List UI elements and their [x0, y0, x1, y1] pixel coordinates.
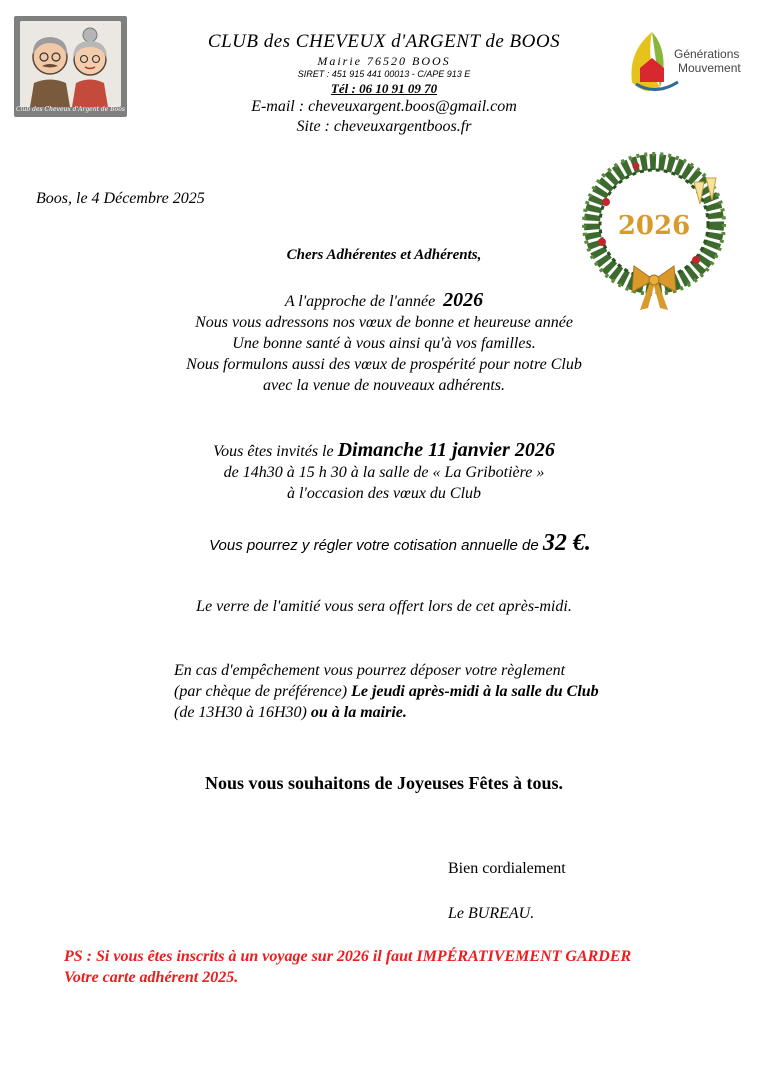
christmas-wreath-icon [576, 142, 736, 314]
empechement-paragraph [174, 660, 694, 723]
cotisation-text: Vous pourrez y régler votre cotisation annuelle de [209, 537, 539, 554]
cotisation-line [100, 530, 700, 557]
ps-line-2: Votre carte adhérent 2025. [64, 969, 239, 986]
club-address: Mairie 76520 BOOS [317, 54, 451, 68]
elderly-couple-icon [20, 21, 121, 107]
club-logo [14, 16, 127, 117]
invite-line-2: de 14h30 à 15 h 30 à la salle de « La Gribotière » [223, 464, 545, 481]
wishes-paragraph [130, 290, 638, 396]
invite-intro: Vous êtes invités le [213, 443, 334, 460]
club-email: E-mail : cheveuxargent.boos@gmail.com [251, 98, 517, 115]
closing: Bien cordialement [448, 860, 566, 877]
partner-logo-text-2: Mouvement [678, 61, 741, 75]
wishes-line-3: Une bonne santé à vous ainsi qu'à vos familles. [232, 335, 536, 352]
generations-mouvement-logo [626, 22, 756, 100]
logo-caption: Club des Cheveux d'Argent de Boos [16, 106, 125, 113]
wishes-year: 2026 [443, 289, 484, 311]
wreath-year: 2026 [617, 211, 691, 241]
empechement-line-2a: (par chèque de préférence) [174, 683, 348, 700]
empechement-line-3a: (de 13H30 à 16H30) [174, 704, 307, 721]
salutation: Chers Adhérentes et Adhérents, [286, 247, 482, 263]
ps-line-1: PS : Si vous êtes inscrits à un voyage sur 2026 il faut IMPÉRATIVEMENT GARDER [64, 948, 632, 965]
wishes-line-5: avec la venue de nouveaux adhérents. [263, 377, 505, 394]
empechement-line-3b: ou à la mairie. [310, 704, 407, 721]
letterhead [130, 30, 638, 137]
wishes-line-2: Nous vous adressons nos vœux de bonne et heureuse année [195, 314, 573, 331]
club-title: CLUB des CHEVEUX d'ARGENT de BOOS [207, 31, 561, 52]
club-siret: SIRET : 451 915 441 00013 - C/APE 913 E [297, 69, 471, 79]
verre-line: Le verre de l'amitié vous sera offert lors de cet après-midi. [196, 598, 572, 615]
empechement-line-2b: Le jeudi après-midi à la salle du Club [351, 683, 599, 700]
wishes-line-4: Nous formulons aussi des vœux de prospérité pour notre Club [186, 356, 582, 373]
partner-logo-text-1: Générations [674, 47, 740, 61]
holiday-wishes: Nous vous souhaitons de Joyeuses Fêtes à tous. [204, 773, 564, 793]
postscript [64, 946, 744, 988]
invitation-paragraph [130, 440, 638, 504]
invite-line-3: à l'occasion des vœux du Club [286, 485, 482, 502]
date-line: Boos, le 4 Décembre 2025 [36, 190, 205, 207]
cotisation-amount: 32 €. [542, 530, 591, 556]
club-phone: Tél : 06 10 91 09 70 [330, 81, 438, 96]
wishes-intro: A l'approche de l'année [284, 293, 436, 310]
empechement-line-1: En cas d'empêchement vous pourrez déposer votre règlement [174, 662, 566, 679]
invite-date: Dimanche 11 janvier 2026 [337, 439, 555, 461]
signature: Le BUREAU. [448, 905, 535, 922]
club-site: Site : cheveuxargentboos.fr [296, 118, 472, 135]
